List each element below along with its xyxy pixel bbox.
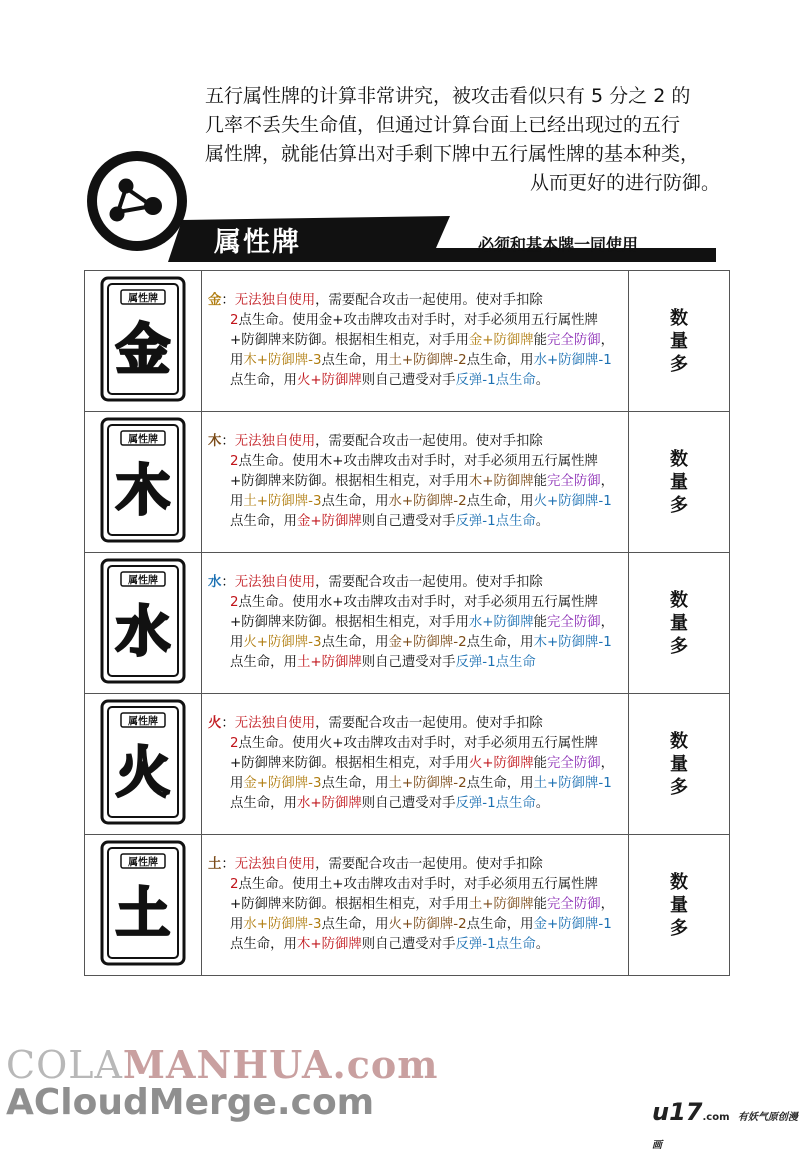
desc-counter: 木+防御牌 — [296, 937, 362, 952]
desc-minus-three: 木+防御牌-3 — [243, 353, 322, 368]
desc-same-element: 火+防御牌 — [468, 756, 534, 771]
desc-text: 点生命，用 — [321, 917, 389, 932]
desc-text: ，用 — [230, 615, 614, 650]
desc-text: ，需要配合攻击一起使用。使对手扣除 — [315, 434, 543, 449]
desc-text: 则自己遭受对手 — [361, 655, 456, 670]
card-quantity: 数量多 — [670, 871, 688, 939]
desc-counter: 水+防御牌 — [296, 796, 362, 811]
desc-element: 木 — [318, 454, 333, 469]
card-image-cell — [85, 553, 202, 694]
desc-text: 点生命，用 — [230, 514, 297, 529]
card-quantity-cell — [629, 694, 730, 835]
desc-same-element: 土+防御牌 — [468, 897, 534, 912]
desc-text: 能 — [533, 756, 548, 771]
desc-text: 。 — [535, 796, 550, 811]
desc-colon: ： — [221, 434, 235, 449]
desc-text: 点生命。使用 — [238, 736, 319, 751]
desc-same-element: 木+防御牌 — [468, 474, 534, 489]
card-description — [202, 271, 629, 412]
desc-text: 点生命，用 — [230, 373, 297, 388]
desc-cannot-use-alone: 无法独自使用 — [234, 434, 316, 449]
card-quantity: 数量多 — [670, 307, 688, 375]
desc-text: 点生命，用 — [230, 937, 297, 952]
card-description — [202, 412, 629, 553]
desc-minus-three: 金+防御牌-3 — [243, 776, 322, 791]
desc-cannot-use-alone: 无法独自使用 — [234, 857, 316, 872]
desc-full-defense: 完全防御 — [547, 615, 601, 630]
desc-counter: 金+防御牌 — [296, 514, 362, 529]
desc-rebound: 反弹-1点生命 — [455, 373, 536, 388]
desc-text: 点生命，用 — [321, 353, 389, 368]
u17-logo-text: u17 — [652, 1098, 703, 1126]
desc-text: 则自己遭受对手 — [361, 937, 456, 952]
u17-tagline: 有妖气原创漫画 — [652, 1112, 798, 1151]
description-element: 木 — [208, 434, 222, 449]
card-row — [85, 271, 730, 412]
intro-paragraph — [205, 82, 720, 198]
card-image-cell — [85, 271, 202, 412]
description-element: 金 — [208, 293, 222, 308]
desc-counter: 土+防御牌 — [296, 655, 362, 670]
desc-same-element: 水+防御牌 — [468, 615, 534, 630]
section-subtitle: 必须和基本牌一同使用 — [478, 235, 639, 254]
desc-same-element: 金+防御牌 — [468, 333, 534, 348]
desc-text: 能 — [533, 897, 548, 912]
card-label: 属性牌 — [128, 434, 158, 446]
section-title: 属性牌 — [214, 227, 301, 258]
desc-rebound: 反弹-1点生命 — [455, 514, 536, 529]
card-description — [202, 553, 629, 694]
card-quantity-cell — [629, 553, 730, 694]
desc-text: 则自己遭受对手 — [361, 514, 456, 529]
u17-logo-com: .com — [702, 1112, 730, 1123]
element-card-icon — [100, 699, 186, 825]
desc-minus-two: 土+防御牌-2 — [388, 353, 467, 368]
desc-minus-one: 金+防御牌-1 — [533, 917, 612, 932]
desc-element: 土 — [318, 877, 333, 892]
u17-logo — [652, 1098, 800, 1154]
desc-text: +攻击牌攻击对手时，对手必须用五行属性牌+防御牌来防御。根据相生相克，对手用 — [230, 736, 598, 771]
desc-cannot-use-alone: 无法独自使用 — [234, 293, 316, 308]
desc-cannot-use-alone: 无法独自使用 — [234, 575, 316, 590]
desc-text: 点生命。使用 — [238, 454, 319, 469]
desc-minus-two: 火+防御牌-2 — [388, 917, 467, 932]
desc-text: 点生命，用 — [321, 494, 389, 509]
card-description — [202, 835, 629, 976]
desc-text: 则自己遭受对手 — [361, 373, 456, 388]
desc-minus-two: 金+防御牌-2 — [388, 635, 467, 650]
description-body — [208, 452, 622, 532]
desc-text: ，用 — [230, 756, 614, 791]
card-quantity: 数量多 — [670, 730, 688, 798]
desc-colon: ： — [221, 857, 235, 872]
desc-text: 点生命，用 — [466, 776, 534, 791]
element-card-icon — [100, 558, 186, 684]
desc-text: +攻击牌攻击对手时，对手必须用五行属性牌+防御牌来防御。根据相生相克，对手用 — [230, 877, 598, 912]
card-element-glyph: 水 — [116, 600, 170, 663]
desc-full-defense: 完全防御 — [547, 897, 601, 912]
desc-minus-one: 木+防御牌-1 — [533, 635, 612, 650]
description-body — [208, 875, 622, 955]
desc-text: 点生命。使用 — [238, 877, 319, 892]
description-element: 土 — [208, 857, 222, 872]
desc-two: 2 — [230, 454, 239, 469]
desc-text: 则自己遭受对手 — [361, 796, 456, 811]
desc-text: +攻击牌攻击对手时，对手必须用五行属性牌+防御牌来防御。根据相生相克，对手用 — [230, 454, 598, 489]
card-element-glyph: 土 — [116, 882, 170, 945]
desc-text: 。 — [535, 937, 550, 952]
desc-text: ，用 — [230, 474, 614, 509]
desc-text: 点生命，用 — [230, 655, 297, 670]
desc-text: ，需要配合攻击一起使用。使对手扣除 — [315, 575, 543, 590]
card-quantity-cell — [629, 835, 730, 976]
description-element: 火 — [208, 716, 222, 731]
desc-minus-one: 水+防御牌-1 — [533, 353, 612, 368]
desc-rebound: 反弹-1点生命 — [455, 937, 536, 952]
watermark-cola: COLA — [6, 1043, 123, 1087]
desc-full-defense: 完全防御 — [547, 333, 601, 348]
desc-text: 点生命，用 — [321, 776, 389, 791]
desc-text: 点生命。使用 — [238, 595, 319, 610]
desc-full-defense: 完全防御 — [547, 474, 601, 489]
desc-text: 点生命，用 — [466, 494, 534, 509]
desc-two: 2 — [230, 877, 239, 892]
desc-colon: ： — [221, 716, 235, 731]
desc-text: 能 — [533, 474, 548, 489]
desc-text: 能 — [533, 333, 548, 348]
desc-minus-two: 土+防御牌-2 — [388, 776, 467, 791]
desc-counter: 火+防御牌 — [296, 373, 362, 388]
desc-colon: ： — [221, 575, 235, 590]
watermark-manhua: MANHUA.com — [122, 1042, 439, 1087]
card-row — [85, 694, 730, 835]
card-quantity-cell — [629, 412, 730, 553]
card-label: 属性牌 — [128, 293, 158, 305]
desc-text: 能 — [533, 615, 548, 630]
card-row — [85, 553, 730, 694]
card-quantity-cell — [629, 271, 730, 412]
card-label: 属性牌 — [128, 716, 158, 728]
description-body — [208, 593, 622, 673]
desc-minus-three: 水+防御牌-3 — [243, 917, 322, 932]
desc-element: 火 — [318, 736, 333, 751]
desc-text: ，需要配合攻击一起使用。使对手扣除 — [315, 716, 543, 731]
intro-line-1: 五行属性牌的计算非常讲究，被攻击看似只有 5 分之 2 的 — [205, 85, 691, 107]
intro-line-2: 几率不丢失生命值，但通过计算台面上已经出现过的五行 — [205, 114, 681, 136]
desc-text: ，需要配合攻击一起使用。使对手扣除 — [315, 857, 543, 872]
card-label: 属性牌 — [128, 857, 158, 869]
element-card-icon — [100, 840, 186, 966]
desc-text: 点生命。使用 — [238, 313, 319, 328]
desc-minus-two: 水+防御牌-2 — [388, 494, 467, 509]
desc-minus-three: 土+防御牌-3 — [243, 494, 322, 509]
desc-text: 点生命，用 — [321, 635, 389, 650]
desc-element: 金 — [318, 313, 333, 328]
desc-minus-one: 土+防御牌-1 — [533, 776, 612, 791]
desc-text: 点生命，用 — [466, 917, 534, 932]
desc-text: 点生命，用 — [230, 796, 297, 811]
card-quantity: 数量多 — [670, 448, 688, 516]
description-body — [208, 734, 622, 814]
intro-line-3: 属性牌，就能估算出对手剩下牌中五行属性牌的基本种类， — [205, 143, 700, 165]
card-element-glyph: 火 — [116, 741, 170, 804]
desc-full-defense: 完全防御 — [547, 756, 601, 771]
desc-text: 。 — [535, 514, 550, 529]
desc-rebound: 反弹-1点生命 — [455, 655, 536, 670]
card-element-glyph: 金 — [116, 318, 170, 381]
desc-text: 。 — [535, 373, 550, 388]
watermark-acloudmerge: ACloudMerge.com — [6, 1082, 375, 1123]
desc-text: ，用 — [230, 333, 614, 368]
card-description — [202, 694, 629, 835]
card-image-cell — [85, 694, 202, 835]
element-card-icon — [100, 276, 186, 402]
desc-text: 点生命，用 — [466, 353, 534, 368]
intro-line-4: 从而更好的进行防御。 — [529, 172, 720, 194]
card-row — [85, 835, 730, 976]
desc-minus-three: 火+防御牌-3 — [243, 635, 322, 650]
card-quantity: 数量多 — [670, 589, 688, 657]
card-label: 属性牌 — [128, 575, 158, 587]
card-row — [85, 412, 730, 553]
desc-colon: ： — [221, 293, 235, 308]
desc-text: ，需要配合攻击一起使用。使对手扣除 — [315, 293, 543, 308]
desc-rebound: 反弹-1点生命 — [455, 796, 536, 811]
element-card-icon — [100, 417, 186, 543]
desc-element: 水 — [318, 595, 333, 610]
desc-two: 2 — [230, 736, 239, 751]
card-element-glyph: 木 — [116, 459, 170, 522]
card-image-cell — [85, 835, 202, 976]
description-body — [208, 311, 622, 391]
desc-minus-one: 火+防御牌-1 — [533, 494, 612, 509]
card-table — [84, 270, 730, 976]
description-element: 水 — [208, 575, 222, 590]
card-image-cell — [85, 412, 202, 553]
desc-text: 点生命，用 — [466, 635, 534, 650]
desc-text: ，用 — [230, 897, 614, 932]
desc-cannot-use-alone: 无法独自使用 — [234, 716, 316, 731]
watermark-colamanhua — [6, 1042, 438, 1087]
desc-text: +攻击牌攻击对手时，对手必须用五行属性牌+防御牌来防御。根据相生相克，对手用 — [230, 595, 598, 630]
desc-two: 2 — [230, 313, 239, 328]
desc-two: 2 — [230, 595, 239, 610]
desc-text: +攻击牌攻击对手时，对手必须用五行属性牌+防御牌来防御。根据相生相克，对手用 — [230, 313, 598, 348]
